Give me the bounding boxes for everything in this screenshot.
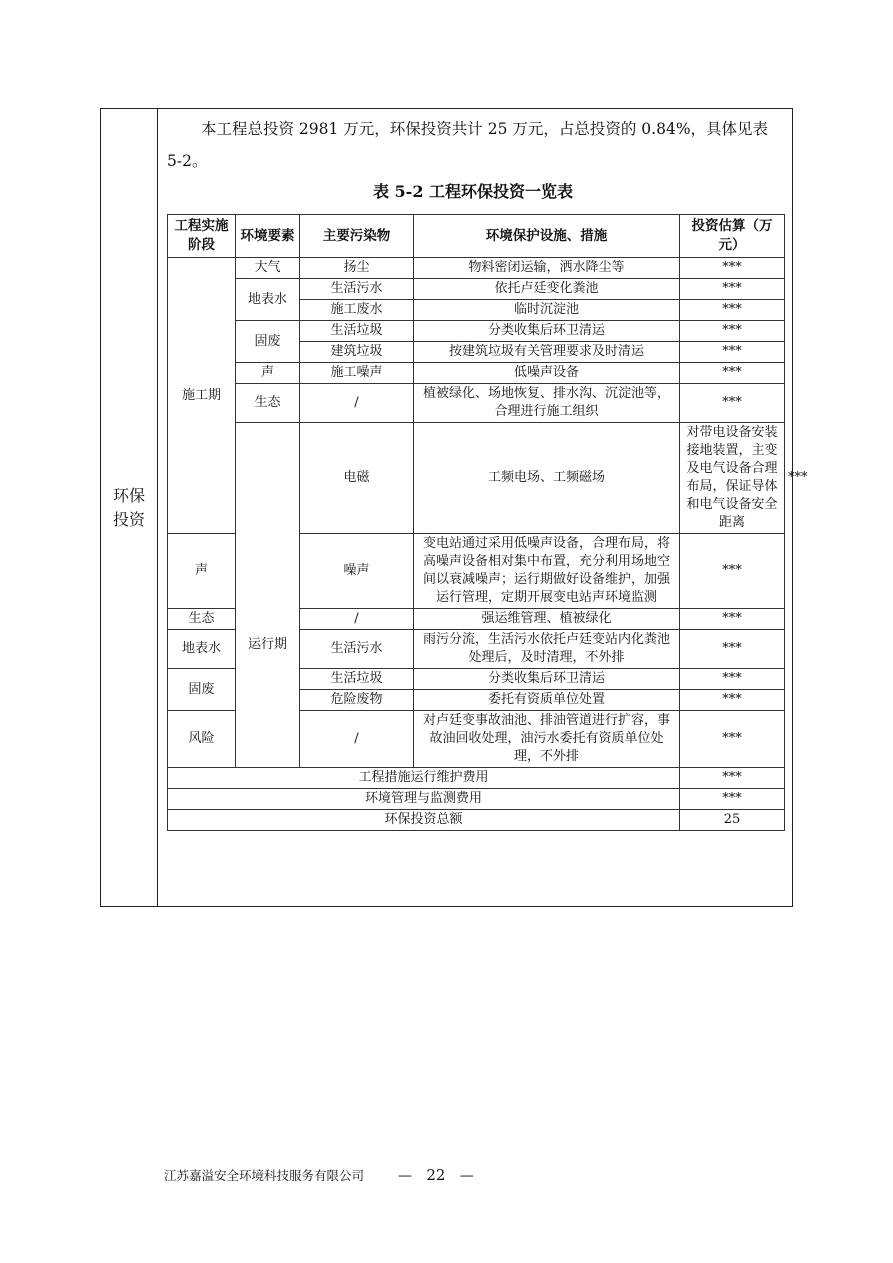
table-row [168,279,785,300]
summary-label: 工程措施运行维护费用 [168,768,680,789]
summary-cost: *** [680,789,785,810]
measure-cell: 植被绿化、场地恢复、排水沟、沉淀池等，合理进行施工组织 [414,384,680,423]
element-cell: 声 [168,534,236,609]
element-cell: 固废 [236,321,300,363]
measure-cell: 分类收集后环卫清运 [414,321,680,342]
cost-cell: *** [680,342,785,363]
cost-cell: *** [680,258,785,279]
summary-cost: 25 [680,810,785,831]
page-dash-right: — [459,1168,474,1184]
table-header-row [168,215,785,258]
header-pollutant: 主要污染物 [300,215,414,258]
cost-cell: *** [680,690,785,711]
pollutant-cell: / [300,609,414,630]
measure-cell: 低噪声设备 [414,363,680,384]
pollutant-cell: / [300,711,414,768]
section-label-line1: 环保 [112,486,145,505]
pollutant-cell: 生活污水 [300,630,414,669]
stage-cell: 施工期 [168,258,236,534]
page-number: 22 [426,1166,446,1184]
intro-paragraph: 本工程总投资 2981 万元，环保投资共计 25 万元，占总投资的 0.84%，具体见表 5-2。 [167,120,769,170]
section-label-line2: 投资 [112,510,145,529]
cost-cell: *** [680,384,785,423]
summary-row [168,789,785,810]
header-element: 环境要素 [236,215,300,258]
page-dash-left: — [398,1168,412,1184]
measure-cell: 强运维管理、植被绿化 [414,609,680,630]
measure-cell: 雨污分流，生活污水依托卢廷变站内化粪池处理后，及时清理，不外排 [414,630,680,669]
cost-cell: *** [680,321,785,342]
footer-company: 江苏嘉溢安全环境科技服务有限公司 [164,1168,365,1183]
measure-cell: 对卢廷变事故油池、排油管道进行扩容，事故油回收处理，油污水委托有资质单位处理，不外排 [414,711,680,768]
header-stage: 工程实施阶段 [168,215,236,258]
report-frame [100,108,808,907]
element-cell: 风险 [168,711,236,768]
cost-cell: *** [680,534,785,609]
element-cell: 固废 [168,669,236,711]
cost-cell: *** [680,363,785,384]
table-row [168,321,785,342]
pollutant-cell: 施工噪声 [300,363,414,384]
investment-table [167,214,808,831]
table-row: 运行期 电磁 工频电场、工频磁场 对带电设备安装接地装置，主变及电气设备合理布局，保证导体和电气设备安全距离 *** [168,423,785,534]
pollutant-cell: 危险废物 [300,690,414,711]
element-cell: 电磁 [300,423,414,534]
cost-cell: *** [680,669,785,690]
pollutant-cell: 生活垃圾 [300,321,414,342]
table-row [168,384,785,423]
measure-cell: 分类收集后环卫清运 [414,669,680,690]
pollutant-cell: 扬尘 [300,258,414,279]
summary-label: 环保投资总额 [168,810,680,831]
summary-cost: *** [680,768,785,789]
element-cell: 声 [236,363,300,384]
header-measure: 环境保护设施、措施 [414,215,680,258]
element-cell: 地表水 [236,279,300,321]
footer-page-number [398,1166,474,1184]
pollutant-cell: 施工废水 [300,300,414,321]
pollutant-cell: 生活垃圾 [300,669,414,690]
pollutant-cell: 工频电场、工频磁场 [414,423,680,534]
frame-divider [157,109,158,906]
measure-cell: 变电站通过采用低噪声设备，合理布局，将高噪声设备相对集中布置，充分利用场地空间以衰减噪声；运行期做好设备维护，加强运行管理，定期开展变电站声环境监测 [414,534,680,609]
element-cell: 地表水 [168,630,236,669]
summary-row [168,768,785,789]
stage-cell: 运行期 [236,423,300,768]
cost-cell: *** [680,609,785,630]
cost-cell: *** [680,711,785,768]
measure-cell: 临时沉淀池 [414,300,680,321]
cost-cell: *** [680,630,785,669]
measure-cell: 物料密闭运输，洒水降尘等 [414,258,680,279]
element-cell: 生态 [236,384,300,423]
measure-cell: 依托卢廷变化粪池 [414,279,680,300]
measure-cell: 委托有资质单位处置 [414,690,680,711]
table-caption: 表 5-2 工程环保投资一览表 [372,182,574,201]
pollutant-cell: 建筑垃圾 [300,342,414,363]
measure-cell: 按建筑垃圾有关管理要求及时清运 [414,342,680,363]
table-row [168,258,785,279]
element-cell: 大气 [236,258,300,279]
summary-label: 环境管理与监测费用 [168,789,680,810]
pollutant-cell: 生活污水 [300,279,414,300]
element-cell: 生态 [168,609,236,630]
cost-cell: *** [680,300,785,321]
pollutant-cell: 噪声 [300,534,414,609]
section-label [101,484,157,532]
table-row [168,363,785,384]
summary-row-total [168,810,785,831]
cost-cell: *** [680,279,785,300]
pollutant-cell: / [300,384,414,423]
measure-cell: 对带电设备安装接地装置，主变及电气设备合理布局，保证导体和电气设备安全距离 [680,423,785,534]
header-cost: 投资估算（万元） [680,215,785,258]
